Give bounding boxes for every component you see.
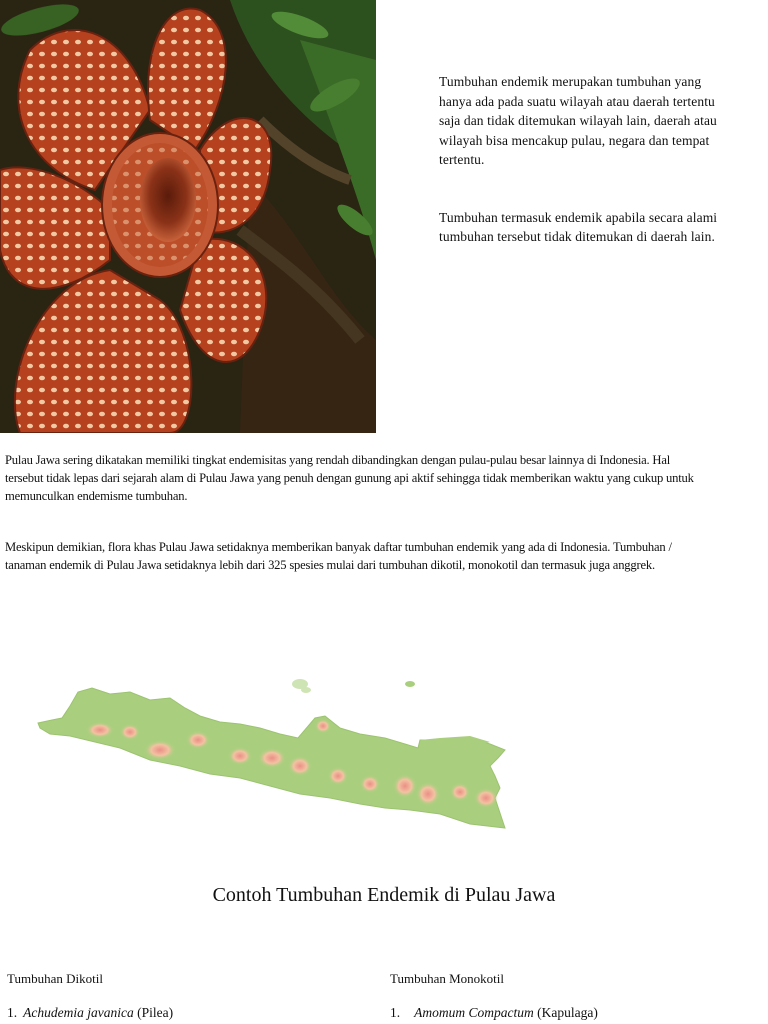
common-name: (Pilea) bbox=[137, 1005, 174, 1020]
body-paragraph-block-1 bbox=[5, 451, 705, 505]
dikotil-list-item bbox=[7, 1005, 173, 1021]
scientific-name: Achudemia javanica bbox=[23, 1005, 134, 1020]
body-paragraph-block-2 bbox=[5, 538, 705, 574]
scientific-name: Amomum Compactum bbox=[414, 1005, 534, 1020]
common-name: (Kapulaga) bbox=[537, 1005, 598, 1020]
body-paragraph-1: Pulau Jawa sering dikatakan memiliki tingkat endemisitas yang rendah dibandingkan dengan pulau-pulau besar lainnya di Indonesia. Hal tersebut tidak lepas dari sejarah alam di Pulau Jawa yang penuh dengan gunung api aktif sehingga tidak memberikan waktu yang cukup untuk memunculkan endemisme tumbuhan. bbox=[5, 453, 694, 503]
monokotil-list-item bbox=[390, 1005, 598, 1021]
list-item-number: 1. bbox=[7, 1005, 18, 1020]
intro-text bbox=[439, 72, 719, 247]
body-paragraph-2: Meskipun demikian, flora khas Pulau Jawa setidaknya memberikan banyak daftar tumbuhan endemik yang ada di Indonesia. Tumbuhan / tanaman endemik di Pulau Jawa setidaknya lebih dari 325 spesies mulai dari tumbuhan dikotil, monokotil dan termasuk juga anggrek. bbox=[5, 540, 672, 572]
java-island-map bbox=[0, 648, 552, 858]
list-item-number: 1. bbox=[390, 1005, 401, 1020]
rafflesia-photo bbox=[0, 0, 376, 433]
monokotil-heading: Tumbuhan Monokotil bbox=[390, 971, 505, 986]
dikotil-heading: Tumbuhan Dikotil bbox=[7, 971, 103, 986]
section-heading: Contoh Tumbuhan Endemik di Pulau Jawa bbox=[212, 884, 556, 906]
intro-paragraph-2: Tumbuhan termasuk endemik apabila secara alami tumbuhan tersebut tidak ditemukan di daerah lain. bbox=[439, 209, 718, 244]
intro-paragraph-1: Tumbuhan endemik merupakan tumbuhan yang hanya ada pada suatu wilayah atau daerah tertentu saja dan tidak ditemukan wilayah lain, daerah atau wilayah bisa mencakup pulau, negara dan tempat tertentu. bbox=[439, 74, 717, 167]
